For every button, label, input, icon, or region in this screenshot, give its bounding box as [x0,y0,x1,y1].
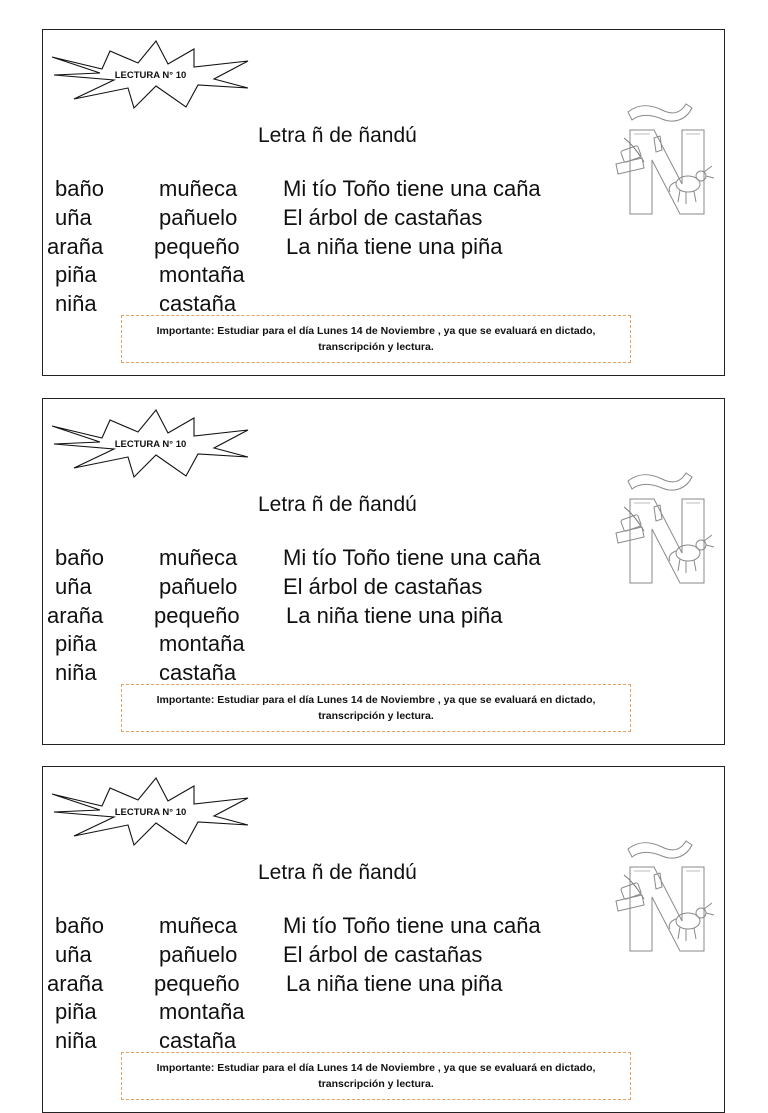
notice-line: transcripción y lectura. [318,341,434,353]
word-col1: niña [55,291,97,316]
word-col1: piña [55,262,97,287]
word-col2: montaña [159,262,245,287]
word-col2: muñeca [159,913,238,938]
sentence: El árbol de castañas [283,574,483,599]
reading-number-badge [48,774,253,849]
word-col1: piña [55,999,97,1024]
word-col1: araña [47,971,104,996]
sentence: La niña tiene una piña [286,603,503,628]
letter-enie-coloring-icon [608,461,718,591]
badge-text: LECTURA N° 10 [114,807,187,818]
word-col2: pequeño [154,234,240,259]
sentence: El árbol de castañas [283,942,483,967]
notice-line: transcripción y lectura. [318,710,434,722]
reading-number-badge [48,37,253,112]
word-col2: pequeño [154,603,240,628]
word-col1: piña [55,631,97,656]
word-col1: araña [47,603,104,628]
word-col2: pañuelo [159,942,238,967]
lesson-title: Letra ñ de ñandú [258,493,417,516]
sentence: La niña tiene una piña [286,234,503,259]
sentence: Mi tío Toño tiene una caña [283,176,541,201]
word-col1: baño [55,176,104,201]
badge-text: LECTURA N° 10 [114,70,187,81]
word-col1: niña [55,660,97,685]
word-col2: pequeño [154,971,240,996]
notice-line: Importante: Estudiar para el día Lunes 14 de Noviembre , ya que se evaluará en dictado, [156,693,596,706]
word-col1: baño [55,913,104,938]
important-notice [121,684,631,732]
word-col2: muñeca [159,176,238,201]
reading-card [42,29,725,376]
word-col1: uña [55,205,92,230]
word-col2: castaña [159,1028,237,1053]
letter-enie-coloring-icon [608,92,718,222]
word-col1: baño [55,545,104,570]
notice-line: Importante: Estudiar para el día Lunes 14 de Noviembre , ya que se evaluará en dictado, [156,1061,596,1074]
sentence: Mi tío Toño tiene una caña [283,545,541,570]
notice-line: transcripción y lectura. [318,1078,434,1090]
sentence: La niña tiene una piña [286,971,503,996]
word-col2: muñeca [159,545,238,570]
word-col2: montaña [159,999,245,1024]
notice-line: Importante: Estudiar para el día Lunes 14 de Noviembre , ya que se evaluará en dictado, [156,324,596,337]
reading-card [42,398,725,745]
badge-text: LECTURA N° 10 [114,439,187,450]
word-col1: uña [55,942,92,967]
word-col2: pañuelo [159,574,238,599]
letter-enie-coloring-icon [608,829,718,959]
word-col2: pañuelo [159,205,238,230]
sentence: Mi tío Toño tiene una caña [283,913,541,938]
word-col1: uña [55,574,92,599]
word-col2: castaña [159,660,237,685]
sentence: El árbol de castañas [283,205,483,230]
lesson-title: Letra ñ de ñandú [258,124,417,147]
word-col1: niña [55,1028,97,1053]
word-col1: araña [47,234,104,259]
important-notice [121,1052,631,1100]
word-col2: castaña [159,291,237,316]
lesson-title: Letra ñ de ñandú [258,861,417,884]
reading-number-badge [48,406,253,481]
reading-card [42,766,725,1113]
important-notice [121,315,631,363]
word-col2: montaña [159,631,245,656]
